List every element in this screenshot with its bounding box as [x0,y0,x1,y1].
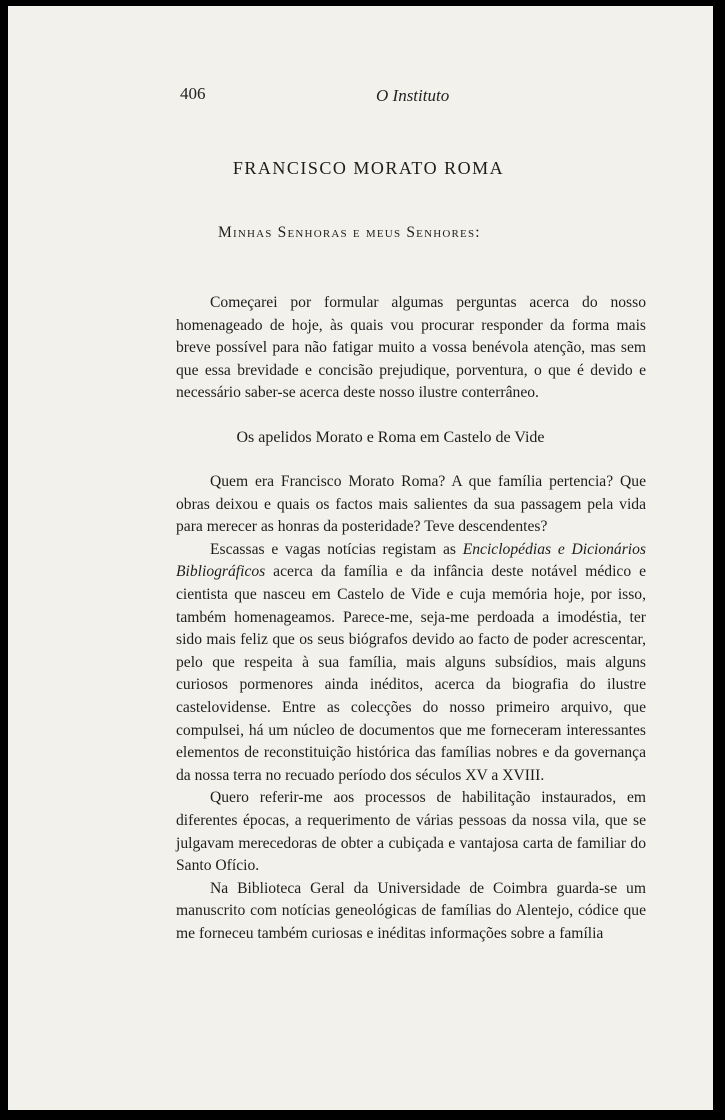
paragraph: Na Biblioteca Geral da Universidade de Coimbra guarda-se um manuscrito com notícias geneológicas de famílias do Alentejo, códice que me forneceu também curiosas e inéditas informações sobre a família [176,879,646,942]
intro-section [176,292,646,405]
italic-title: Enciclopédias e Dicionários Bibliográficos [176,540,646,581]
paragraph-text: acerca da família e da infância deste notável médico e cientista que nasceu em Castelo de Vide e cuja memória hoje, por isso, também homenageamos. Parece-me, seja-me perdoada a imodéstia, ter sido mais feliz que os seus biógrafos devido ao facto de poder acrescentar, pelo que respeita à sua família, mais alguns subsídios, mais alguns curiosos pormenores ainda inéditos, acerca da biografia do ilustre castelovidense. Entre as colecções do nosso primeiro arquivo, que compulsei, há um núcleo de documentos que me forneceram interessantes elementos de reconstituição histórica das famílias nobres e da governança da nossa terra no recuado período dos séculos XV a XVIII. [176,563,646,784]
intro-paragraph: Começarei por formular algumas perguntas acerca do nosso homenageado de hoje, às quais vou procurar responder da forma mais breve possível para não fatigar muito a vossa benévola atenção, mas sem que essa brevidade e concisão prejudique, porventura, o que é devido e necessário saber-se acerca deste nosso ilustre conterrâneo. [176,294,646,402]
paragraph: Quero referir-me aos processos de habilitação instaurados, em diferentes épocas, a requerimento de várias pessoas da nossa vila, que se julgavam merecedoras de obter a cubiçada e vantajosa carta de familiar do Santo Ofício. [176,789,646,875]
paragraph: Quem era Francisco Morato Roma? A que família pertencia? Que obras deixou e quais os factos mais salientes da sua passagem pela vida para merecer as honras da posteridade? Teve descendentes? [176,473,646,536]
salutation: Minhas Senhoras e meus Senhores: [218,224,481,241]
section-heading: Os apelidos Morato e Roma em Castelo de Vide [236,429,545,446]
page-number: 406 [180,84,206,103]
main-text [176,471,646,945]
article-title: FRANCISCO MORATO ROMA [232,158,505,178]
paragraph [176,539,646,788]
running-title: O Instituto [376,86,450,105]
book-page [8,6,713,1110]
paragraph-text: Escassas e vagas notícias registam as [210,540,463,558]
